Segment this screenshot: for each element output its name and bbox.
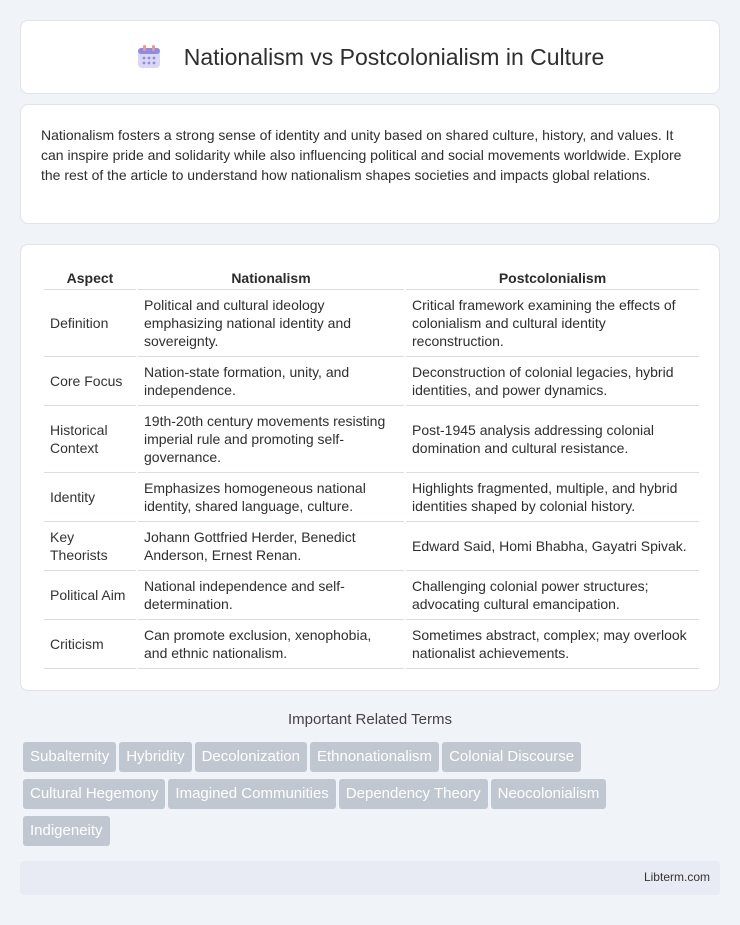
row-nationalism: 19th-20th century movements resisting imperial rule and promoting self-governance. [138, 406, 404, 473]
row-postcolonialism: Post-1945 analysis addressing colonial domination and cultural resistance. [406, 406, 699, 473]
row-aspect: Identity [44, 473, 136, 522]
row-aspect: Core Focus [44, 357, 136, 406]
table-row [44, 473, 699, 522]
row-nationalism: Johann Gottfried Herder, Benedict Anderson, Ernest Renan. [138, 522, 404, 571]
row-nationalism: Emphasizes homogeneous national identity, shared language, culture. [138, 473, 404, 522]
term-tag[interactable]: Indigeneity [23, 816, 110, 846]
row-aspect: Criticism [44, 620, 136, 669]
term-tag[interactable]: Imagined Communities [168, 779, 335, 809]
calendar-icon [136, 44, 162, 70]
footer [20, 861, 720, 895]
comparison-table [42, 265, 701, 669]
table-row [44, 357, 699, 406]
row-postcolonialism: Highlights fragmented, multiple, and hybrid identities shaped by colonial history. [406, 473, 699, 522]
row-postcolonialism: Challenging colonial power structures; advocating cultural emancipation. [406, 571, 699, 620]
header-card [20, 20, 720, 94]
row-nationalism: Can promote exclusion, xenophobia, and ethnic nationalism. [138, 620, 404, 669]
table-header-row [44, 265, 699, 290]
header-nationalism: Nationalism [138, 265, 404, 290]
term-tag[interactable]: Dependency Theory [339, 779, 488, 809]
row-aspect: Key Theorists [44, 522, 136, 571]
term-tag[interactable]: Cultural Hegemony [23, 779, 165, 809]
comparison-card [20, 244, 720, 691]
row-nationalism: National independence and self-determination. [138, 571, 404, 620]
footer-site-link[interactable]: Libterm.com [643, 870, 710, 884]
row-postcolonialism: Edward Said, Homi Bhabha, Gayatri Spivak. [406, 522, 699, 571]
row-postcolonialism: Critical framework examining the effects of colonialism and cultural identity reconstruction. [406, 290, 699, 357]
term-tag[interactable]: Subalternity [23, 742, 116, 772]
row-nationalism: Nation-state formation, unity, and independence. [138, 357, 404, 406]
row-postcolonialism: Sometimes abstract, complex; may overlook nationalist achievements. [406, 620, 699, 669]
term-tag[interactable]: Hybridity [119, 742, 191, 772]
page-title: Nationalism vs Postcolonialism in Culture [183, 43, 605, 70]
header-postcolonialism: Postcolonialism [406, 265, 699, 290]
related-terms-title: Important Related Terms [288, 711, 452, 728]
table-row [44, 620, 699, 669]
row-postcolonialism: Deconstruction of colonial legacies, hybrid identities, and power dynamics. [406, 357, 699, 406]
row-aspect: Historical Context [44, 406, 136, 473]
table-row [44, 406, 699, 473]
term-tag[interactable]: Ethnonationalism [310, 742, 439, 772]
table-row [44, 290, 699, 357]
intro-card [20, 104, 720, 224]
term-tag[interactable]: Colonial Discourse [442, 742, 581, 772]
header-aspect: Aspect [44, 265, 136, 290]
row-nationalism: Political and cultural ideology emphasizing national identity and sovereignty. [138, 290, 404, 357]
term-tag[interactable]: Neocolonialism [491, 779, 607, 809]
table-row [44, 571, 699, 620]
row-aspect: Political Aim [44, 571, 136, 620]
related-terms-list [23, 742, 713, 853]
term-tag[interactable]: Decolonization [195, 742, 307, 772]
table-row [44, 522, 699, 571]
intro-text: Nationalism fosters a strong sense of identity and unity based on shared culture, history, and values. It can inspire pride and solidarity while also influencing political and social movements worldwide. Explore the rest of the article to understand how nationalism shapes societies and impacts global relations. [41, 127, 682, 183]
row-aspect: Definition [44, 290, 136, 357]
